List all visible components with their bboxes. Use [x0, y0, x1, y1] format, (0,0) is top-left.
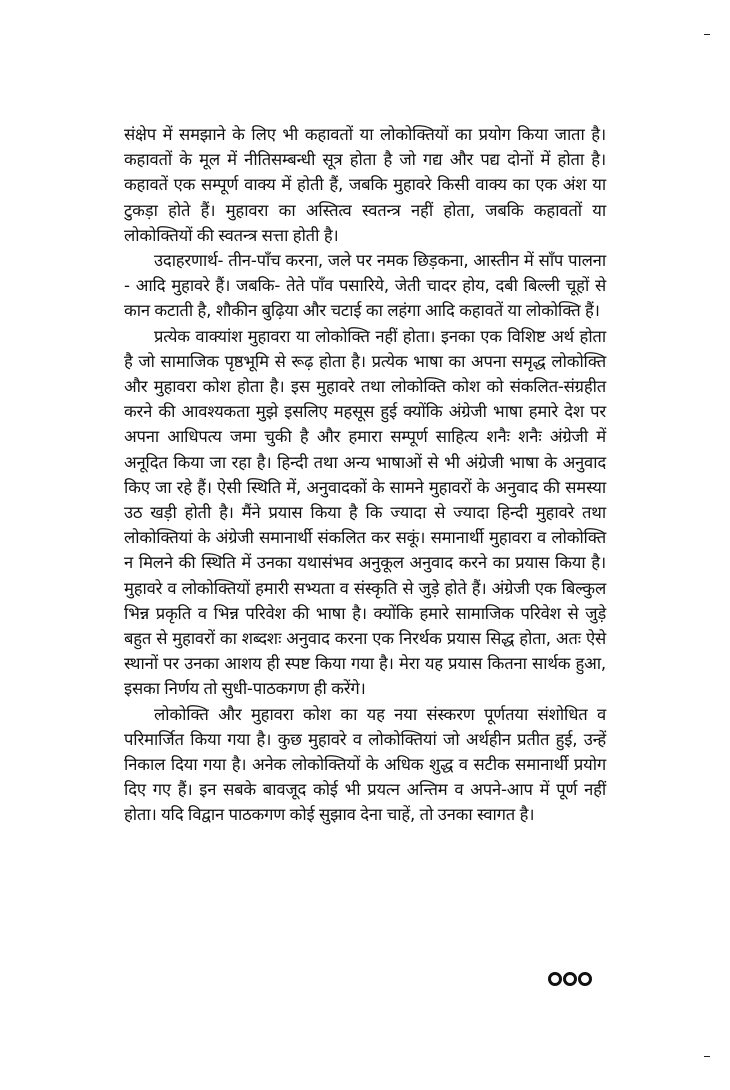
- three-circles-icon: [548, 972, 592, 986]
- paragraph-2: उदाहरणार्थ- तीन-पाँच करना, जले पर नमक छिड़कना, आस्तीन में साँप पालना - आदि मुहावरे हैं। जबकि- तेते पाँव पसारिये, जेती चादर होय, दबी बिल्ली चूहों से कान कटाती है, शौकीन बुढ़िया और चटाई का लहंगा आदि कहावतें या लोकोक्ति हैं।: [124, 251, 606, 321]
- circle-icon: [563, 972, 577, 986]
- paragraph-1: संक्षेप में समझाने के लिए भी कहावतों या लोकोक्तियों का प्रयोग किया जाता है। कहावतों के मूल में नीतिसम्बन्धी सूत्र होता है जो गद्य और पद्य दोनों में होता है। कहावतें एक सम्पूर्ण वाक्य में होती हैं, जबकि मुहावरे किसी वाक्य का एक अंश या टुकड़ा होते हैं। मुहावरा का अस्तित्व स्वतन्त्र नहीं होता, जबकि कहावतों या लोकोक्तियों की स्वतन्त्र सत्ता होती है।: [124, 125, 606, 245]
- paragraph-4: लोकोक्ति और मुहावरा कोश का यह नया संस्करण पूर्णतया संशोधित व परिमार्जित किया गया है। कुछ मुहावरे व लोकोक्तियां जो अर्थहीन प्रतीत हुई, उन्हें निकाल दिया गया है। अनेक लोकोक्तियों के अधिक शुद्ध व सटीक समानार्थी प्रयोग दिए गए हैं। इन सबके बावजूद कोई भी प्रयत्न अन्तिम व अपने-आप में पूर्ण नहीं होता। यदि विद्वान पाठकगण कोई सुझाव देना चाहें, तो उनका स्वागत है।: [124, 704, 606, 825]
- top-corner-mark: [704, 34, 710, 35]
- circle-icon: [578, 972, 592, 986]
- bottom-corner-mark: [704, 1056, 710, 1057]
- circle-icon: [548, 972, 562, 986]
- paragraph-3: प्रत्येक वाक्यांश मुहावरा या लोकोक्ति नहीं होता। इनका एक विशिष्ट अर्थ होता है जो सामाजिक पृष्ठभूमि से रूढ़ होता है। प्रत्येक भाषा का अपना समृद्ध लोकोक्ति और मुहावरा कोश होता है। इस मुहावरे तथा लोकोक्ति कोश को संकलित-संग्रहीत करने की आवश्यकता मुझे इसलिए महसूस हुई क्योंकि अंग्रेजी भाषा हमारे देश पर अपना आधिपत्य जमा चुकी है और हमारा सम्पूर्ण साहित्य शनैः शनैः अंग्रेजी में अनूदित किया जा रहा है। हिन्दी तथा अन्य भाषाओं से भी अंग्रेजी भाषा के अनुवाद किए जा रहे हैं। ऐसी स्थिति में, अनुवादकों के सामने मुहावरों के अनुवाद की समस्या उठ खड़ी होती है। मैंने प्रयास किया है कि ज्यादा से ज्यादा हिन्दी मुहावरे तथा लोकोक्तियां के अंग्रेजी समानार्थी संकलित कर सकूं। समानार्थी मुहावरा व लोकोक्ति न मिलने की स्थिति में उनका यथासंभव अनुकूल अनुवाद करने का प्रयास किया है। मुहावरे व लोकोक्तियों हमारी सभ्यता व संस्कृति से जुड़े होते हैं। अंग्रेजी एक बिल्कुल भिन्न प्रकृति व भिन्न परिवेश की भाषा है। क्योंकि हमारे सामाजिक परिवेश से जुड़े बहुत से मुहावरों का शब्दशः अनुवाद करना एक निरर्थक प्रयास सिद्ध होता, अतः ऐसे स्थानों पर उनका आशय ही स्पष्ट किया गया है। मेरा यह प्रयास कितना सार्थक हुआ, इसका निर्णय तो सुधी-पाठकगण ही करेंगे।: [124, 326, 606, 699]
- body-text: [124, 122, 606, 828]
